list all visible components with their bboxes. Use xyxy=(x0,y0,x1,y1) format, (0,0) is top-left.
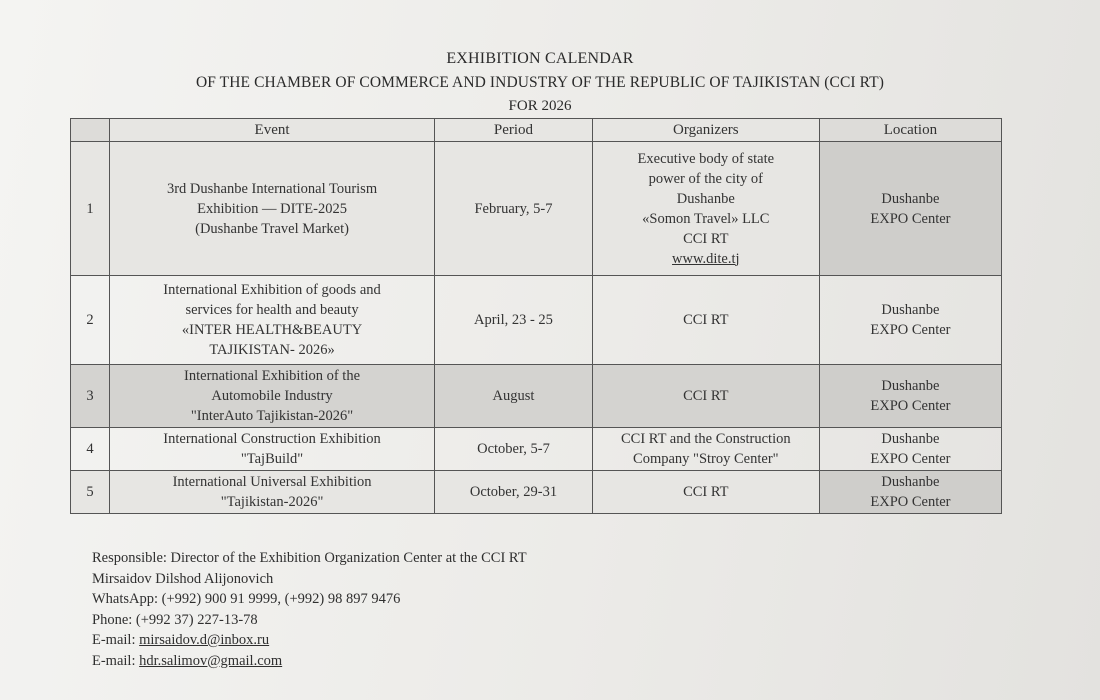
email-line-1 xyxy=(92,630,527,651)
table-header-row xyxy=(71,119,1002,142)
row-number: 3 xyxy=(71,365,110,428)
location-line: Dushanbe xyxy=(881,431,940,447)
location-cell xyxy=(819,276,1001,365)
organizers-cell xyxy=(592,428,819,471)
period-cell: February, 5-7 xyxy=(435,142,593,276)
column-header-organizers: Organizers xyxy=(592,119,819,142)
dite-website-link[interactable]: www.dite.tj xyxy=(672,250,740,267)
table-row xyxy=(71,276,1002,365)
whatsapp-line: WhatsApp: (+992) 900 91 9999, (+992) 98 897 9476 xyxy=(92,591,401,607)
location-line: Dushanbe xyxy=(881,378,940,394)
organizer-line: Dushanbe xyxy=(676,190,735,207)
organizer-line: Executive body of state xyxy=(637,150,775,167)
table-row xyxy=(71,471,1002,514)
responsible-line: Responsible: Director of the Exhibition Organization Center at the CCI RT xyxy=(92,550,527,566)
event-line: Automobile Industry xyxy=(211,388,333,404)
row-number: 1 xyxy=(71,142,110,276)
event-line: 3rd Dushanbe International Tourism xyxy=(166,180,378,197)
period-cell: October, 29-31 xyxy=(435,471,593,514)
location-cell xyxy=(819,428,1001,471)
event-cell xyxy=(109,471,434,514)
event-line: (Dushanbe Travel Market) xyxy=(195,220,349,237)
organizer-line: CCI RT xyxy=(683,388,729,404)
location-cell xyxy=(819,471,1001,514)
phone-line: Phone: (+992 37) 227-13-78 xyxy=(92,611,258,628)
event-cell xyxy=(109,142,434,276)
column-header-period: Period xyxy=(435,119,593,142)
location-line: EXPO Center xyxy=(870,494,951,510)
location-line: Dushanbe xyxy=(881,302,940,318)
column-header-number xyxy=(71,119,110,142)
location-line: EXPO Center xyxy=(870,398,951,414)
location-line: EXPO Center xyxy=(870,210,951,227)
responsible-name: Mirsaidov Dilshod Alijonovich xyxy=(92,570,274,587)
organizer-line: CCI RT xyxy=(683,230,729,247)
email-link-mirsaidov[interactable]: mirsaidov.d@inbox.ru xyxy=(139,632,270,648)
location-line: EXPO Center xyxy=(870,322,951,338)
contact-footer xyxy=(92,548,527,671)
table-row xyxy=(71,142,1002,276)
row-number: 2 xyxy=(71,276,110,365)
event-line: services for health and beauty xyxy=(185,302,359,318)
email-link-salimov[interactable]: hdr.salimov@gmail.com xyxy=(139,652,283,669)
organizer-line: «Somon Travel» LLC xyxy=(642,210,770,227)
event-line: "InterAuto Tajikistan-2026" xyxy=(190,408,354,424)
location-cell xyxy=(819,365,1001,428)
organizer-line: power of the city of xyxy=(648,170,763,187)
location-line: Dushanbe xyxy=(881,474,940,490)
event-line: International Exhibition of the xyxy=(184,368,361,384)
organizer-line: CCI RT xyxy=(683,312,729,328)
organizer-line: CCI RT and the Construction xyxy=(620,431,791,447)
title-line-2: OF THE CHAMBER OF COMMERCE AND INDUSTRY OF THE REPUBLIC OF TAJIKISTAN (CCI RT) xyxy=(195,74,885,91)
event-line: International Construction Exhibition xyxy=(163,431,381,447)
row-number: 4 xyxy=(71,428,110,471)
event-line: «INTER HEALTH&BEAUTY xyxy=(181,322,363,338)
title-line-3: FOR 2026 xyxy=(508,98,572,114)
location-line: EXPO Center xyxy=(870,451,951,467)
table-row xyxy=(71,365,1002,428)
event-line: Exhibition — DITE-2025 xyxy=(197,200,347,217)
column-header-event: Event xyxy=(109,119,434,142)
organizers-cell xyxy=(592,365,819,428)
period-cell: October, 5-7 xyxy=(435,428,593,471)
email-label: E-mail: xyxy=(92,632,140,648)
exhibition-calendar-table xyxy=(70,118,1002,514)
organizer-line: Company "Stroy Center" xyxy=(633,451,779,467)
event-cell xyxy=(109,428,434,471)
column-header-location: Location xyxy=(819,119,1001,142)
period-cell: April, 23 - 25 xyxy=(435,276,593,365)
event-line: "Tajikistan-2026" xyxy=(220,494,324,510)
organizers-cell xyxy=(592,471,819,514)
period-cell: August xyxy=(435,365,593,428)
organizer-line: CCI RT xyxy=(683,484,729,500)
location-line: Dushanbe xyxy=(881,190,940,207)
location-cell xyxy=(819,142,1001,276)
event-line: "TajBuild" xyxy=(240,451,304,467)
email-line-2 xyxy=(92,651,527,672)
table-row xyxy=(71,428,1002,471)
title-line-1: EXHIBITION CALENDAR xyxy=(446,50,634,67)
event-cell xyxy=(109,276,434,365)
event-line: International Exhibition of goods and xyxy=(163,282,381,298)
event-line: International Universal Exhibition xyxy=(172,474,372,490)
organizers-cell xyxy=(592,142,819,276)
event-cell xyxy=(109,365,434,428)
email-label: E-mail: xyxy=(92,652,140,669)
event-line: TAJIKISTAN- 2026» xyxy=(209,342,335,358)
organizers-cell xyxy=(592,276,819,365)
row-number: 5 xyxy=(71,471,110,514)
